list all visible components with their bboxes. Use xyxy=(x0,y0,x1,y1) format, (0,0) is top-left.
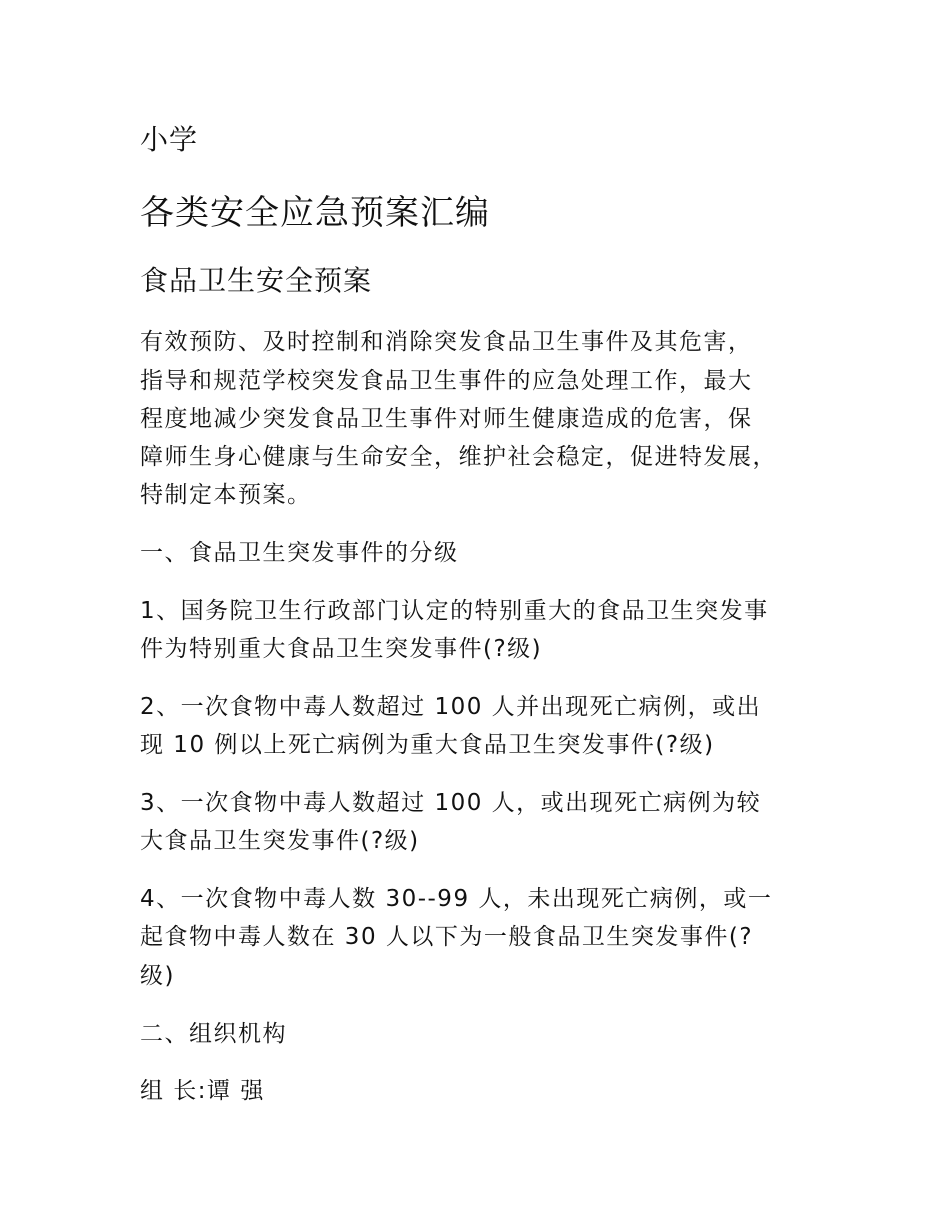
intro-line: 有效预防、及时控制和消除突发食品卫生事件及其危害， xyxy=(140,329,753,355)
item-line: 1、国务院卫生行政部门认定的特别重大的食品卫生突发事 xyxy=(140,598,769,624)
item-line: 件为特别重大食品卫生突发事件(?级) xyxy=(140,636,543,662)
item-line: 现 10 例以上死亡病例为重大食品卫生突发事件(?级) xyxy=(140,732,715,758)
heading-grading: 一、食品卫生突发事件的分级 xyxy=(140,540,459,566)
intro-line: 程度地减少突发食品卫生事件对师生健康造成的危害，保 xyxy=(140,406,753,432)
item-line: 3、一次食物中毒人数超过 100 人，或出现死亡病例为较 xyxy=(140,790,762,816)
school-label: 小学 xyxy=(140,123,199,156)
leader-line: 组 长:谭 强 xyxy=(140,1078,265,1104)
heading-organization: 二、组织机构 xyxy=(140,1021,287,1047)
section-title: 食品卫生安全预案 xyxy=(140,264,373,297)
item-line: 4、一次食物中毒人数 30--99 人，未出现死亡病例，或一 xyxy=(140,886,773,912)
item-line: 2、一次食物中毒人数超过 100 人并出现死亡病例，或出 xyxy=(140,694,762,720)
item-line: 大食品卫生突发事件(?级) xyxy=(140,828,420,854)
document-title: 各类安全应急预案汇编 xyxy=(140,193,490,233)
intro-line: 障师生身心健康与生命安全，维护社会稳定，促进特发展， xyxy=(140,444,777,470)
intro-line: 指导和规范学校突发食品卫生事件的应急处理工作，最大 xyxy=(140,368,753,394)
item-line: 起食物中毒人数在 30 人以下为一般食品卫生突发事件(? xyxy=(140,924,754,950)
item-line: 级) xyxy=(140,963,175,989)
intro-line: 特制定本预案。 xyxy=(140,482,312,508)
